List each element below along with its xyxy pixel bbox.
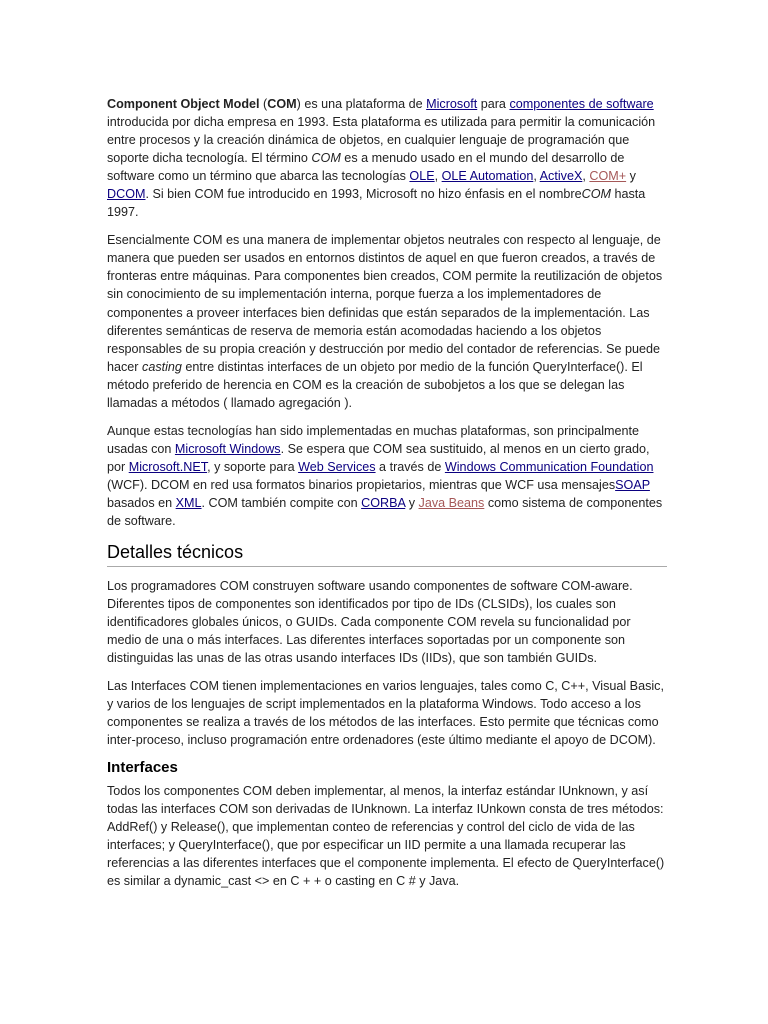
link-dcom[interactable]: DCOM [107,187,146,202]
text-run: y [405,495,419,510]
link-com-plus[interactable]: COM+ [589,169,627,184]
link-ole[interactable]: OLE [409,169,435,184]
text-run: , [533,169,540,184]
text-run: ) es una plataforma de [296,97,427,111]
text-run: . COM también compite con [201,495,362,510]
paragraph-interfaces-com: Las Interfaces COM tienen implementaciones en varios lenguajes, tales como C, C++, Visual Basic, y varios de los lenguajes de script implementados en la plataforma Windows. Todo acceso a los componentes se realiza a través de los métodos de las interfaces. Esto permite que técnicas como inter-proceso, incluso programación entre ordenadores (este último mediante el apoyo de DCOM). [107,679,664,748]
text-run: . Si bien COM fue introducido en 1993, Microsoft no hizo énfasis en el nombre [145,187,582,202]
term-component-object-model: Component Object Model [107,97,260,111]
link-microsoft-windows[interactable]: Microsoft Windows [174,441,281,456]
text-run: Esencialmente COM es una manera de implementar objetos neutrales con respecto al lenguaje, de manera que pueden ser usados en entornos distintos de aquel en que fueron creados, a través de fronteras entre máquinas. Para componentes bien creados, COM permite la reutilización de objetos sin conocimiento de su implementación interna, porque fuerza a los implementadores de componentes a proveer interfaces bien definidas que están separados de la implementación. Las diferentes semánticas de reserva de memoria están acomodadas haciendo a los objetos responsables de su propia creación y destrucción por medio del contador de referencias. Se puede hacer [107,233,663,374]
text-run: hasta 1997. [107,187,646,220]
paragraph-programadores: Los programadores COM construyen software usando componentes de software COM-aware. Diferentes tipos de componentes son identificados por tipo de IDs (CLSIDs), los cuales son identificadores globales únicos, o GUIDs. Cada componente COM revela su funcionalidad por medio de una o más interfaces. Las diferentes interfaces soportadas por un componente son distinguidas las unas de las otras usando interfaces IDs (IIDs), que son también GUIDs. [107,579,633,666]
paragraph-esencialmente [107,231,667,411]
term-com-italic: COM [311,151,341,166]
heading-detalles-tecnicos: Detalles técnicos [107,540,667,567]
text-run: (WCF). DCOM en red usa formatos binarios propietarios, mientras que WCF usa mensajes [107,477,616,492]
document-page [107,95,667,900]
text-run: a través de [375,459,445,474]
paragraph-aunque [107,422,667,530]
text-run: introducida por dicha empresa en 1993. Esta plataforma es utilizada para permitir la comunicación entre procesos y la creación dinámica de objetos, en cualquier lenguaje de programación que soporte dicha tecnología. El término [107,115,656,166]
link-xml[interactable]: XML [175,495,202,510]
intro-paragraph [107,95,667,221]
text-run: Aunque estas tecnologías han sido implementadas en muchas plataformas, son principalmente usadas con [107,423,640,456]
text-run: , y soporte para [207,459,299,474]
link-windows-communication-foundation[interactable]: Windows Communication Foundation [444,459,654,474]
link-microsoft-net[interactable]: Microsoft.NET [128,459,208,474]
text-run: , [434,169,442,184]
term-com-italic-2: COM [581,187,611,202]
term-com: COM [267,97,297,111]
link-soap[interactable]: SOAP [615,477,650,492]
text-run: y [626,169,636,184]
link-componentes-de-software[interactable]: componentes de software [509,97,654,111]
text-run: entre distintas interfaces de un objeto por medio de la función QueryInterface(). El método preferido de herencia en COM es la creación de subobjetos a los que se delegan las llamadas a métodos ( llamado agregación ). [107,359,643,410]
heading-interfaces: Interfaces [107,758,178,776]
text-run: es a menudo usado en el mundo del desarrollo de software como un término que abarca las tecnologías [107,151,625,184]
text-run: basados en [107,495,176,510]
text-run: para [477,97,510,111]
text-run: como sistema de componentes de software. [107,495,663,529]
link-corba[interactable]: CORBA [361,495,406,510]
link-microsoft[interactable]: Microsoft [426,97,478,111]
text-run: ( [259,97,268,111]
text-run: , [582,169,590,184]
paragraph-iunknown: Todos los componentes COM deben implementar, al menos, la interfaz estándar IUnknown, y así todas las interfaces COM son derivadas de IUnknown. La interfaz IUnkown consta de tres métodos: AddRef() y Release(), que implementan conteo de referencias y control del ciclo de vida de las interfaces; y QueryInterface(), que por especificar un IID permite a una llamada recuperar las referencias a las diferentes interfaces que el componente implementa. El efecto de QueryInterface() es similar a dynamic_cast <> en C + + o casting en C # y Java. [107,783,665,888]
link-web-services[interactable]: Web Services [298,459,376,474]
link-ole-automation[interactable]: OLE Automation [441,169,534,184]
text-run: . Se espera que COM sea sustituido, al menos en un cierto grado, por [107,441,650,474]
link-java-beans[interactable]: Java Beans [418,495,485,510]
term-casting: casting [142,359,182,374]
link-activex[interactable]: ActiveX [539,169,583,184]
